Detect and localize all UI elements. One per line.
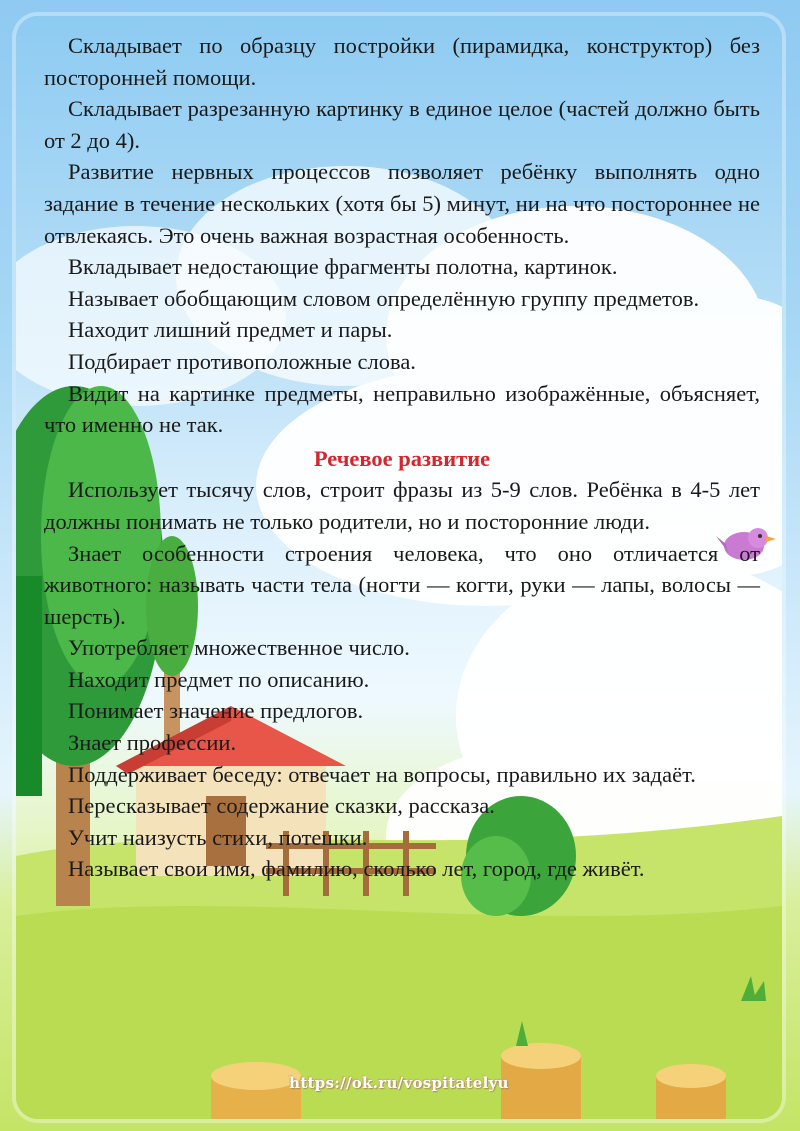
content-card — [16, 16, 782, 1119]
paragraph: Находит лишний предмет и пары. — [68, 317, 393, 343]
paragraph: Понимает значение предлогов. — [68, 698, 364, 724]
section-heading: Речевое развитие — [313, 445, 491, 471]
paragraph: Складывает по образцу постройки (пирамидка, конструктор) без посторонней помощи. — [44, 33, 760, 90]
paragraph: Находит предмет по описанию. — [68, 666, 370, 692]
paragraph: Складывает разрезанную картинку в единое целое (частей должно быть от 2 до 4). — [44, 96, 760, 153]
paragraph: Поддерживает беседу: отвечает на вопросы, правильно их задаёт. — [68, 761, 696, 787]
paragraph: Использует тысячу слов, строит фразы из 5-9 слов. Ребёнка в 4-5 лет должны понимать не только родители, но и посторонние люди. — [44, 477, 760, 534]
article-text — [44, 30, 760, 885]
source-url: https://ok.ru/vospitatelyu — [289, 1074, 509, 1092]
paragraph: Подбирает противоположные слова. — [68, 348, 416, 374]
paragraph: Развитие нервных процессов позволяет ребёнку выполнять одно задание в течение нескольких (хотя бы 5) минут, ни на что постороннее не отвлекаясь. Это очень важная возрастная особенность. — [44, 159, 760, 248]
paragraph: Вкладывает недостающие фрагменты полотна, картинок. — [68, 254, 618, 280]
paragraph: Пересказывает содержание сказки, рассказа. — [68, 793, 495, 819]
paragraph: Видит на картинке предметы, неправильно изображённые, объясняет, что именно не так. — [44, 380, 760, 438]
paragraph: Называет свои имя, фамилию, сколько лет, город, где живёт. — [68, 856, 645, 882]
paragraph: Знает профессии. — [68, 730, 237, 756]
paragraph: Называет обобщающим словом определённую группу предметов. — [68, 285, 700, 311]
paragraph: Употребляет множественное число. — [68, 635, 410, 661]
paragraph: Учит наизусть стихи, потешки. — [68, 824, 368, 850]
paragraph: Знает особенности строения человека, что оно отличается от животного: называть части тела (ногти — когти, руки — лапы, волосы — шерсть). — [44, 540, 760, 629]
